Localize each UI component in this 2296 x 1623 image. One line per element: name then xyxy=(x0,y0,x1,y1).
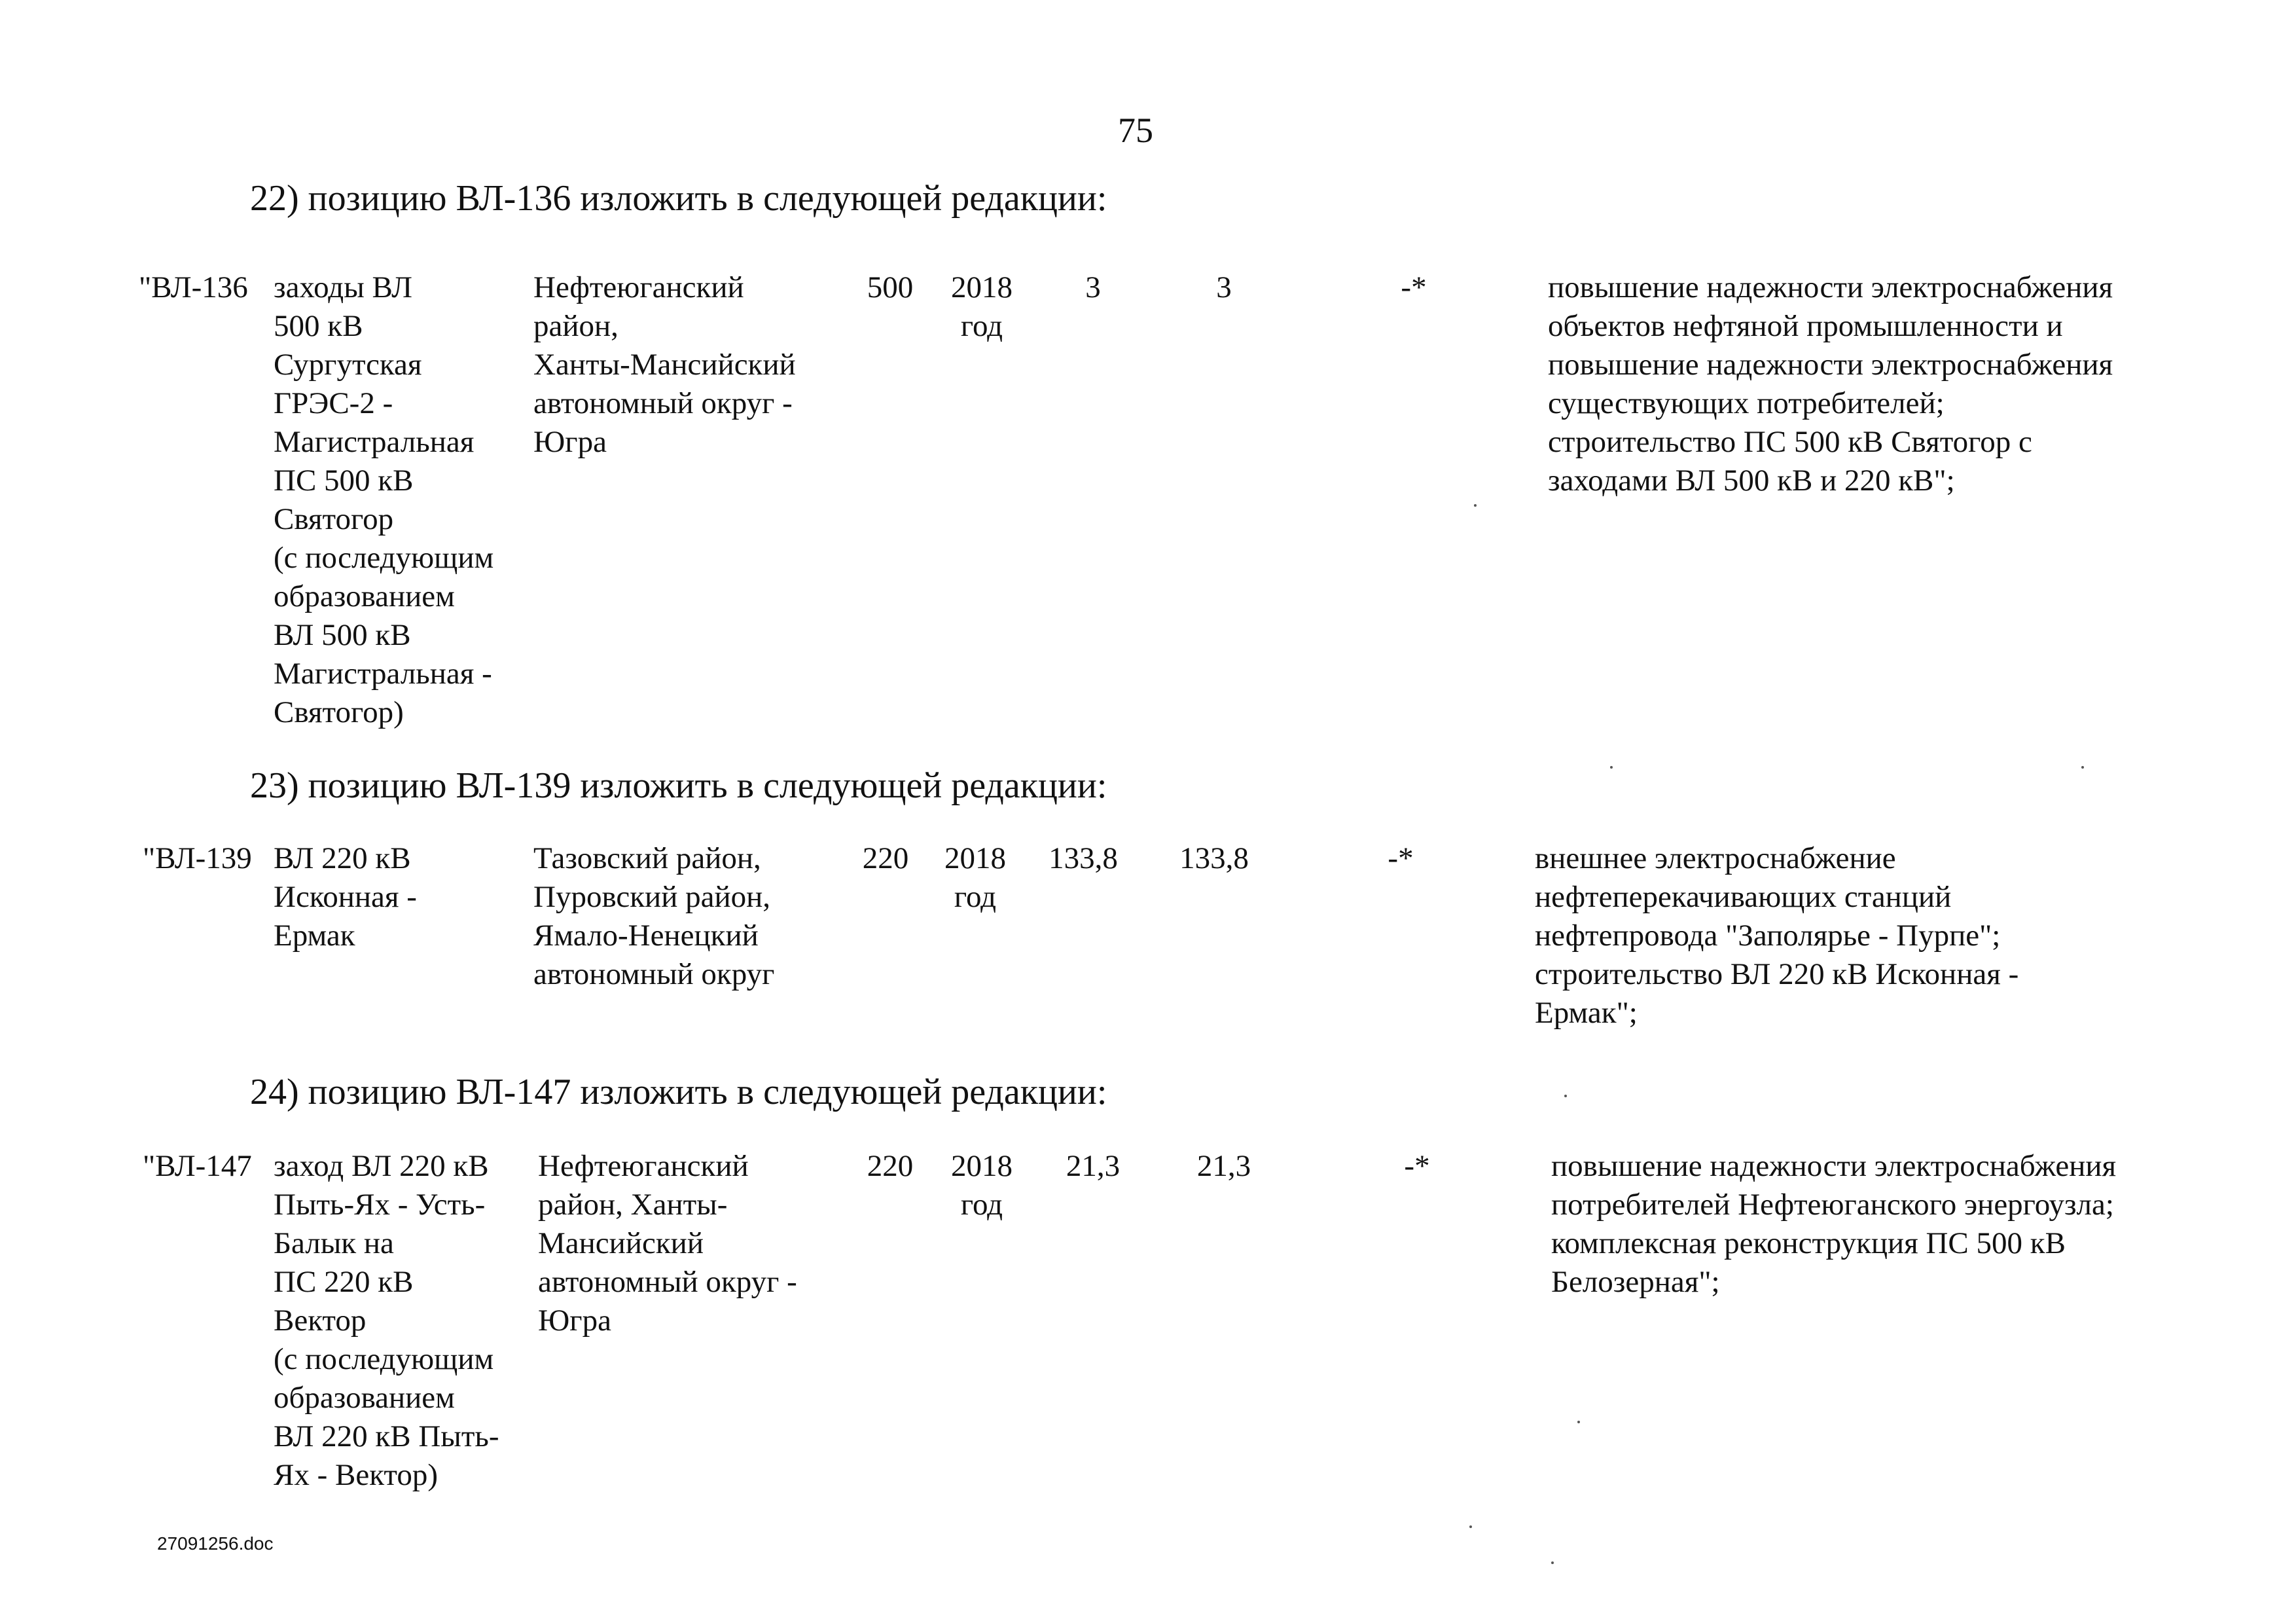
section-heading-vl136: 22) позицию ВЛ-136 изложить в следующей редакции: xyxy=(250,178,1107,219)
row-location: Нефтеюганский район, Ханты-Мансийский автономный округ - Югра xyxy=(533,270,796,459)
row-voltage: 220 xyxy=(867,1149,914,1183)
row-code: "ВЛ-136 xyxy=(139,270,248,304)
row-object-name: ВЛ 220 кВ Исконная - Ермак xyxy=(274,841,417,953)
scan-speck xyxy=(1577,1421,1580,1423)
row-object-name: заход ВЛ 220 кВ Пыть-Ях - Усть- Балык на ПС 220 кВ Вектор (с последующим образованием ВЛ 220 кВ Пыть- Ях - Вектор) xyxy=(274,1149,499,1492)
section-heading-vl147: 24) позицию ВЛ-147 изложить в следующей редакции: xyxy=(250,1072,1107,1112)
scan-speck xyxy=(1469,1525,1472,1528)
row-length-2: 3 xyxy=(1216,270,1232,304)
row-length-2: 133,8 xyxy=(1179,841,1249,875)
row-location: Тазовский район, Пуровский район, Ямало-Ненецкий автономный округ xyxy=(533,841,775,991)
row-object-name: заходы ВЛ 500 кВ Сургутская ГРЭС-2 - Магистральная ПС 500 кВ Святогор (с последующим образованием ВЛ 500 кВ Магистральная - Святогор) xyxy=(274,270,494,729)
row-purpose: повышение надежности электроснабжения объектов нефтяной промышленности и повышение надежности электроснабжения существующих потребителей; строительство ПС 500 кВ Святогор с заходами ВЛ 500 кВ и 220 кВ"; xyxy=(1548,270,2113,498)
row-code: "ВЛ-139 xyxy=(143,841,252,875)
scan-speck xyxy=(2081,766,2084,769)
row-length-1: 3 xyxy=(1085,270,1101,304)
row-dash: -* xyxy=(1401,270,1427,304)
scan-speck xyxy=(1610,766,1613,769)
row-year: 2018 год xyxy=(951,1149,1013,1222)
row-length-2: 21,3 xyxy=(1196,1149,1251,1183)
row-code: "ВЛ-147 xyxy=(143,1149,252,1183)
scan-speck xyxy=(1551,1561,1554,1564)
row-year: 2018 год xyxy=(951,270,1013,343)
row-dash: -* xyxy=(1388,841,1414,875)
row-length-1: 133,8 xyxy=(1049,841,1118,875)
scan-speck xyxy=(1564,1095,1567,1097)
row-voltage: 220 xyxy=(862,841,909,875)
row-location: Нефтеюганский район, Ханты- Мансийский автономный округ - Югра xyxy=(538,1149,797,1338)
page-number: 75 xyxy=(1118,111,1153,150)
scan-speck xyxy=(1474,504,1477,507)
row-purpose: внешнее электроснабжение нефтеперекачивающих станций нефтепровода "Заполярье - Пурпе"; строительство ВЛ 220 кВ Исконная - Ермак"; xyxy=(1535,841,2019,1030)
row-year: 2018 год xyxy=(944,841,1006,914)
row-voltage: 500 xyxy=(867,270,914,304)
row-purpose: повышение надежности электроснабжения потребителей Нефтеюганского энергоузла; комплексная реконструкция ПС 500 кВ Белозерная"; xyxy=(1551,1149,2117,1299)
row-length-1: 21,3 xyxy=(1066,1149,1121,1183)
row-dash: -* xyxy=(1404,1149,1430,1183)
section-heading-vl139: 23) позицию ВЛ-139 изложить в следующей редакции: xyxy=(250,765,1107,806)
footer-doc-code: 27091256.doc xyxy=(157,1533,274,1554)
